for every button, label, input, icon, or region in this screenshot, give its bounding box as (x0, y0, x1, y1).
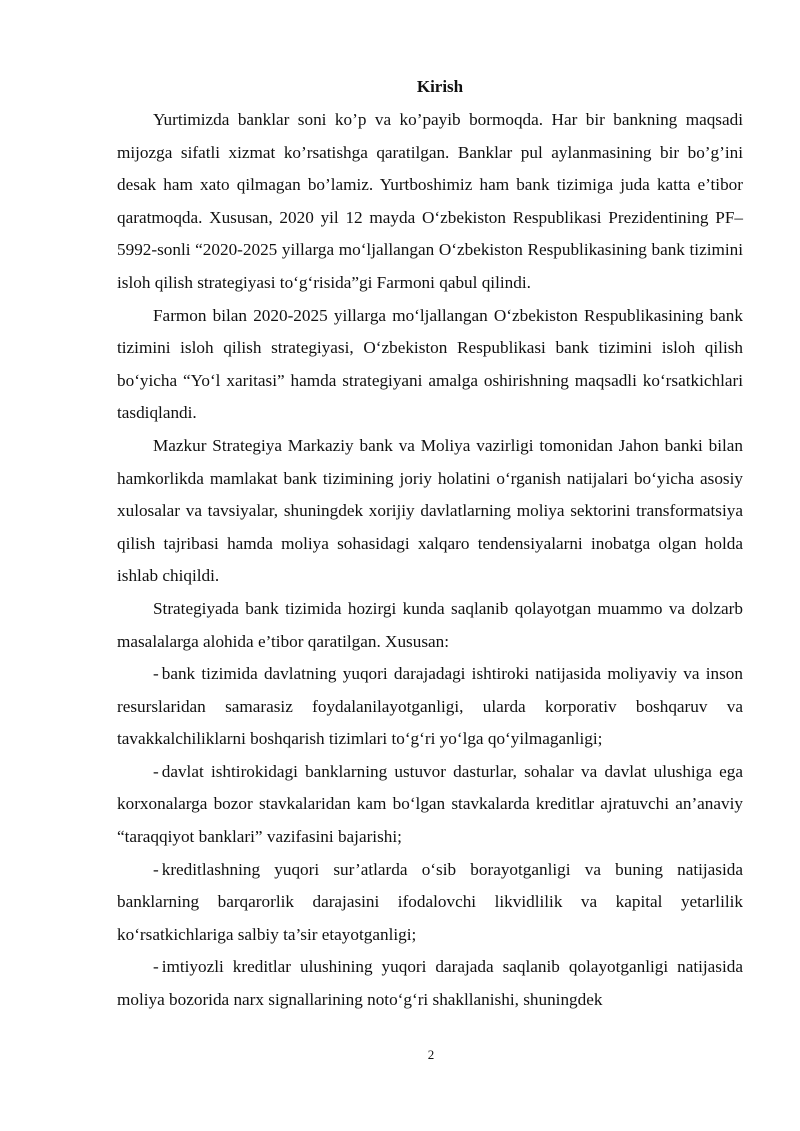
dash-marker: - (153, 664, 159, 684)
paragraph: Yurtimizda banklar soni ko’p va ko’payib bormoqda. Har bir bankning maqsadi mijozga sifatli xizmat ko’rsatishga qaratilgan. Banklar pul aylanmasining bir bo’g’ini desak ham xato qilmagan bo’lamiz. Yurtboshimiz ham bank tizimiga juda katta e’tibor qaratmoqda. Xususan, 2020 yil 12 mayda O‘zbekiston Respublikasi Prezidentining PF–5992-sonli “2020-2025 yillarga mo‘ljallangan O‘zbekiston Respublikasining bank tizimini isloh qilish strategiyasi to‘g‘risida”gi Farmoni qabul qilindi. (117, 110, 743, 292)
list-item (117, 658, 743, 756)
list-item-text: kreditlashning yuqori sur’atlarda o‘sib borayotganligi va buning natijasida banklarning barqarorlik darajasini ifodalovchi likvidlilik va kapital yetarlilik ko‘rsatkichlariga salbiy ta’sir etayotganligi; (117, 859, 743, 944)
list-item-text: bank tizimida davlatning yuqori darajadagi ishtiroki natijasida moliyaviy va inson resurslaridan samarasiz foydalanilayotganligi, ularda korporativ boshqaruv va tavakkalchiliklarni boshqarish tizimlari to‘g‘ri yo‘lga qo‘yilmaganligi; (117, 664, 743, 749)
paragraph: Mazkur Strategiya Markaziy bank va Moliya vazirligi tomonidan Jahon banki bilan hamkorlikda mamlakat bank tizimining joriy holatini o‘rganish natijalari bo‘yicha asosiy xulosalar va tavsiyalar, shuningdek xorijiy davlatlarning moliya sektorini transformatsiya qilish tajribasi hamda moliya sohasidagi xalqaro tendensiyalarni inobatga olgan holda ishlab chiqildi. (117, 435, 743, 586)
list-item-text: imtiyozli kreditlar ulushining yuqori darajada saqlanib qolayotganligi natijasida moliya bozorida narx signallarining noto‘g‘ri shakllanishi, shuningdek (117, 957, 743, 1010)
paragraph: Farmon bilan 2020-2025 yillarga mo‘ljallangan O‘zbekiston Respublikasining bank tizimini isloh qilish strategiyasi, O‘zbekiston Respublikasi bank tizimini isloh qilish bo‘yicha “Yo‘l xaritasi” hamda strategiyani amalga oshirishning maqsadli ko‘rsatkichlari tasdiqlandi. (117, 305, 743, 423)
dash-marker: - (153, 859, 159, 879)
list-item (117, 756, 743, 854)
list-item (117, 951, 743, 1016)
list-item-text: davlat ishtirokidagi banklarning ustuvor dasturlar, sohalar va davlat ulushiga ega korxonalarga bozor stavkalaridan kam bo‘lgan stavkalarda kreditlar ajratuvchi an’anaviy “taraqqiyot banklari” vazifasini bajarishi; (117, 761, 743, 847)
dash-marker: - (153, 957, 159, 977)
page-heading: Kirish (416, 77, 464, 96)
dash-marker: - (153, 761, 159, 781)
list-item (117, 854, 743, 952)
paragraph: Strategiyada bank tizimida hozirgi kunda saqlanib qolayotgan muammo va dolzarb masalalarga alohida e’tibor qaratilgan. Xususan: (117, 598, 743, 651)
page-number: 2 (427, 1047, 435, 1062)
body-text (117, 104, 743, 1017)
